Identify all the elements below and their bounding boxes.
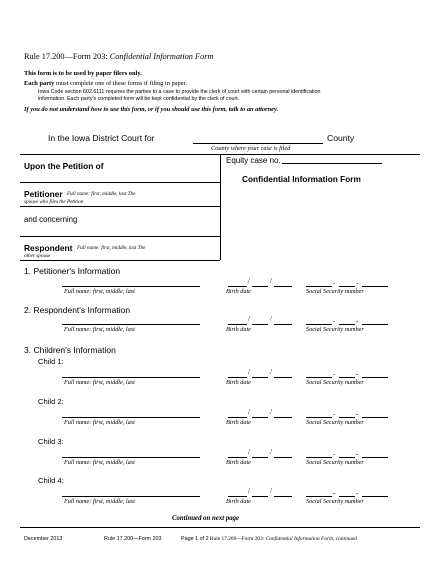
equity-case-label: Equity case no. xyxy=(226,156,281,165)
child-1-ssn-dash-1: - xyxy=(333,370,336,378)
child-3-ssn-dash-2: - xyxy=(356,450,359,458)
petitioner-ssn-label: Social Security number xyxy=(306,288,364,295)
footer-page-title: Confidential Information Form, continued xyxy=(265,536,357,542)
child-1-birth-year[interactable] xyxy=(274,377,292,378)
respondent-ssn-group[interactable] xyxy=(339,324,355,325)
child-1-label: Child 1: xyxy=(38,357,64,366)
child-4-ssn-label: Social Security number xyxy=(306,498,364,505)
child-4-ssn-dash-1: - xyxy=(333,489,336,497)
child-3-birth-slash-1: / xyxy=(248,448,250,456)
child-4-birth-slash-2: / xyxy=(270,487,272,495)
child-2-label: Child 2: xyxy=(38,397,64,406)
respondent-label: Respondent xyxy=(24,243,73,253)
child-4-birth-month[interactable] xyxy=(228,496,247,497)
child-1-birth-month[interactable] xyxy=(228,377,247,378)
child-2-ssn-area[interactable] xyxy=(306,417,332,418)
respondent-name-input[interactable] xyxy=(20,260,220,261)
petitioner-birth-year[interactable] xyxy=(274,286,292,287)
child-3-birth-year[interactable] xyxy=(274,457,292,458)
petitioner-ssn-dash-1: - xyxy=(333,279,336,287)
petitioner-ssn-serial[interactable] xyxy=(362,286,388,287)
child-3-ssn-serial[interactable] xyxy=(362,457,388,458)
child-4-full-name-label: Full name: first, middle, last xyxy=(64,498,135,505)
child-2-birth-slash-2: / xyxy=(270,408,272,416)
respondent-ssn-dash-1: - xyxy=(333,317,336,325)
respondent-full-name-label: Full name: first, middle, last xyxy=(64,326,135,333)
footer-page xyxy=(181,536,357,542)
child-1-ssn-label: Social Security number xyxy=(306,379,364,386)
each-party-note xyxy=(24,80,187,87)
each-party-bold: Each party xyxy=(24,80,55,87)
child-2-birth-year[interactable] xyxy=(274,417,292,418)
respondent-birth-day[interactable] xyxy=(252,324,268,325)
caption-form-title: Confidential Information Form xyxy=(242,174,361,184)
respondent-birth-label: Birth date xyxy=(226,326,251,333)
continued-note: Continued on next page xyxy=(172,515,240,522)
petitioner-full-name-input[interactable] xyxy=(62,286,200,287)
code-line-1: Iowa Code section 602.6111 requires the parties to a case to provide the clerk of court with certain personal identification xyxy=(38,89,321,95)
county-label: County where your case is filed xyxy=(211,145,291,152)
county-input-line[interactable] xyxy=(193,143,323,144)
petitioner-ssn-area[interactable] xyxy=(306,286,332,287)
child-3-ssn-dash-1: - xyxy=(333,450,336,458)
petitioner-hint-2: spouse who files the Petition xyxy=(24,199,84,205)
respondent-rule xyxy=(20,236,220,237)
child-2-full-name-label: Full name: first, middle, last xyxy=(64,419,135,426)
child-3-label: Child 3: xyxy=(38,437,64,446)
footer-rule xyxy=(20,527,420,528)
footer-page-rest: Rule 17.200—Form 203: xyxy=(208,536,266,542)
child-1-full-name-input[interactable] xyxy=(62,377,200,378)
petitioner-ssn-group[interactable] xyxy=(339,286,355,287)
child-1-birth-day[interactable] xyxy=(252,377,268,378)
child-2-birth-slash-1: / xyxy=(248,408,250,416)
respondent-birth-slash-1: / xyxy=(248,315,250,323)
court-prefix: In the Iowa District Court for xyxy=(48,133,155,143)
code-line-2: information. Each party's completed form will be kept confidential by the clerk of court. xyxy=(38,96,240,102)
child-4-full-name-input[interactable] xyxy=(62,496,200,497)
and-concerning: and concerning xyxy=(24,215,78,224)
child-3-birth-label: Birth date xyxy=(226,459,251,466)
child-1-ssn-dash-2: - xyxy=(356,370,359,378)
child-4-birth-year[interactable] xyxy=(274,496,292,497)
respondent-ssn-area[interactable] xyxy=(306,324,332,325)
form-heading-title: Confidential Information Form xyxy=(109,52,214,61)
child-3-birth-slash-2: / xyxy=(270,448,272,456)
child-3-full-name-label: Full name: first, middle, last xyxy=(64,459,135,466)
form-heading xyxy=(24,52,213,61)
child-3-ssn-label: Social Security number xyxy=(306,459,364,466)
child-2-ssn-group[interactable] xyxy=(339,417,355,418)
footer-date: December 2013 xyxy=(24,536,63,542)
section-respondent-heading: 2. Respondent's Information xyxy=(24,305,131,315)
child-2-full-name-input[interactable] xyxy=(62,417,200,418)
petitioner-label: Petitioner xyxy=(24,189,63,199)
petition-rule xyxy=(20,182,220,183)
child-1-ssn-area[interactable] xyxy=(306,377,332,378)
child-1-birth-label: Birth date xyxy=(226,379,251,386)
child-2-ssn-label: Social Security number xyxy=(306,419,364,426)
petitioner-birth-month[interactable] xyxy=(228,286,247,287)
section-petitioner-heading: 1. Petitioner's Information xyxy=(24,266,121,276)
child-4-ssn-group[interactable] xyxy=(339,496,355,497)
respondent-ssn-dash-2: - xyxy=(356,317,359,325)
child-3-birth-month[interactable] xyxy=(228,457,247,458)
child-4-ssn-serial[interactable] xyxy=(362,496,388,497)
petitioner-birth-label: Birth date xyxy=(226,288,251,295)
rule-prefix: Rule 17.200—Form 203: xyxy=(24,52,110,61)
equity-case-input[interactable] xyxy=(282,163,382,164)
petitioner-ssn-dash-2: - xyxy=(356,279,359,287)
child-3-ssn-area[interactable] xyxy=(306,457,332,458)
child-1-birth-slash-2: / xyxy=(270,368,272,376)
each-party-rest: must complete one of these forms if filing in paper. xyxy=(54,80,187,87)
child-3-ssn-group[interactable] xyxy=(339,457,355,458)
child-1-full-name-label: Full name: first, middle, last xyxy=(64,379,135,386)
respondent-birth-month[interactable] xyxy=(228,324,247,325)
footer-page-number: Page 1 of 2 xyxy=(181,536,209,542)
respondent-hint-1: Full name: first, middle, last The xyxy=(77,245,146,251)
court-suffix: County xyxy=(327,133,355,143)
child-3-birth-day[interactable] xyxy=(252,457,268,458)
child-4-ssn-dash-2: - xyxy=(356,489,359,497)
child-2-birth-month[interactable] xyxy=(228,417,247,418)
petitioner-hint-1: Full name: first, middle, last The xyxy=(67,191,136,197)
child-2-ssn-serial[interactable] xyxy=(362,417,388,418)
child-4-birth-slash-1: / xyxy=(248,487,250,495)
paper-filers-note: This form is to be used by paper filers only. xyxy=(24,70,142,77)
respondent-full-name-input[interactable] xyxy=(62,324,200,325)
child-3-full-name-input[interactable] xyxy=(62,457,200,458)
child-1-birth-slash-1: / xyxy=(248,368,250,376)
petitioner-name-input[interactable] xyxy=(20,206,220,207)
child-2-birth-day[interactable] xyxy=(252,417,268,418)
respondent-hint-2: other spouse xyxy=(24,253,51,259)
respondent-birth-year[interactable] xyxy=(274,324,292,325)
child-2-birth-label: Birth date xyxy=(226,419,251,426)
child-1-ssn-group[interactable] xyxy=(339,377,355,378)
child-4-birth-day[interactable] xyxy=(252,496,268,497)
petitioner-full-name-label: Full name: first, middle, last xyxy=(64,288,135,295)
child-2-ssn-dash-2: - xyxy=(356,410,359,418)
footer-rule-ref: Rule 17.200—Form 203 xyxy=(104,536,162,542)
child-4-label: Child 4: xyxy=(38,476,64,485)
petitioner-birth-day[interactable] xyxy=(252,286,268,287)
child-2-ssn-dash-1: - xyxy=(333,410,336,418)
upon-petition: Upon the Petition of xyxy=(24,161,104,171)
attorney-note: If you do not understand how to use this form, or if you should use this form, talk to an attorney. xyxy=(24,106,279,113)
child-4-ssn-area[interactable] xyxy=(306,496,332,497)
petitioner-birth-slash-2: / xyxy=(270,277,272,285)
respondent-ssn-label: Social Security number xyxy=(306,326,364,333)
respondent-birth-slash-2: / xyxy=(270,315,272,323)
caption-divider xyxy=(220,154,221,260)
petitioner-birth-slash-1: / xyxy=(248,277,250,285)
child-4-birth-label: Birth date xyxy=(226,498,251,505)
child-1-ssn-serial[interactable] xyxy=(362,377,388,378)
section-children-heading: 3. Children's Information xyxy=(24,345,116,355)
respondent-ssn-serial[interactable] xyxy=(362,324,388,325)
